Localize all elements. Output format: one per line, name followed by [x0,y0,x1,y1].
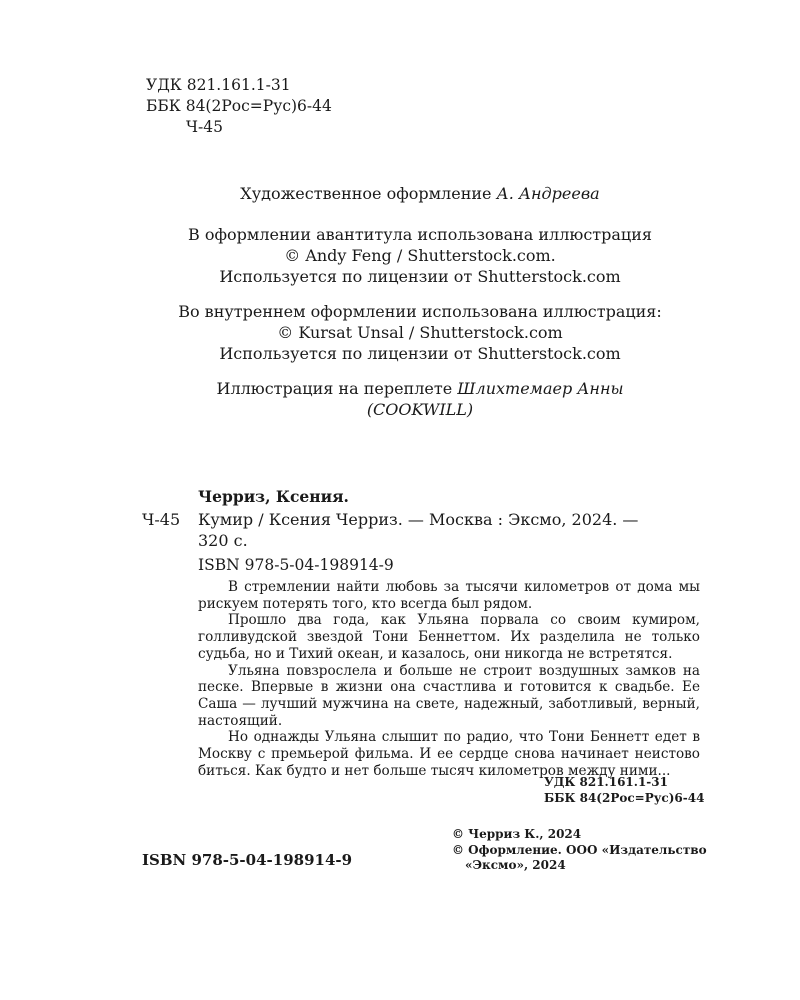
annotation-paragraph: Прошло два года, как Ульяна порвала со своим кумиром, голливудской звездой Тони Беннеттом. Их разделила не только судьба, но и Тихий океан, и казалось, они никогда не встретятся. [198,612,700,662]
bbk-code: ББК 84(2Рос=Рус)6-44 [146,97,332,115]
copyright-block [452,827,707,874]
cover-credit [0,378,800,420]
footer-udk: УДК 821.161.1-31 [544,775,668,789]
inner-line-3: Используется по лицензии от Shutterstock.com [219,344,621,363]
author-mark: Ч-45 [186,118,223,136]
copyright-author: © Черриз К., 2024 [452,827,582,841]
cover-credit-prefix: Иллюстрация на переплете [216,379,458,398]
udk-code: УДК 821.161.1-31 [146,76,291,94]
annotation-paragraph: Но однажды Ульяна слышит по радио, что Тони Беннетт едет в Москву с премьерой фильма. И ее сердце снова начинает неистово биться. Как будто и нет больше тысяч километров между ними... [198,729,700,779]
footer-bbk: ББК 84(2Рос=Рус)6-44 [544,791,705,805]
designer-name: А. Андреева [496,184,600,203]
copyright-design-cont: «Эксмо», 2024 [465,858,566,872]
isbn-top: ISBN 978-5-04-198914-9 [198,556,394,574]
inner-credit [0,301,800,364]
isbn-bottom: ISBN 978-5-04-198914-9 [142,851,353,869]
classification-block [146,75,332,138]
footer-classification [544,774,704,806]
annotation-paragraph: Ульяна повзрослела и больше не строит воздушных замков на песке. Впервые в жизни она счастлива и готовится к свадьбе. Ее Саша — лучший мужчина на свете, надежный, заботливый, верный, настоящий. [198,662,700,729]
book-author: Черриз, Ксения. [198,487,349,506]
avantitul-line-2: © Andy Feng / Shutterstock.com. [284,246,556,265]
annotation-paragraph: В стремлении найти любовь за тысячи километров от дома мы рискуем потерять того, кто всегда был рядом. [198,579,700,612]
avantitul-line-3: Используется по лицензии от Shutterstock.com [219,267,621,286]
design-credit [0,183,800,204]
illustrator-alias: (COOKWILL) [366,400,474,419]
cover-credit-line-1 [0,378,800,399]
illustrator-name: Шлихтемаер Анны [457,379,624,398]
inner-line-2: © Kursat Unsal / Shutterstock.com [277,323,563,342]
annotation [198,579,700,779]
copyright-design: © Оформление. ООО «Издательство [452,842,707,857]
page-count: 320 с. [198,531,248,550]
inner-line-1: Во внутреннем оформлении использована иллюстрация: [178,302,662,321]
avantitul-credit [0,224,800,287]
author-mark-secondary: Ч-45 [142,510,181,529]
design-credit-prefix: Художественное оформление [240,184,497,203]
avantitul-line-1: В оформлении авантитула использована иллюстрация [188,225,652,244]
book-title-line: Кумир / Ксения Черриз. — Москва : Эксмо, 2024. — [198,510,639,529]
